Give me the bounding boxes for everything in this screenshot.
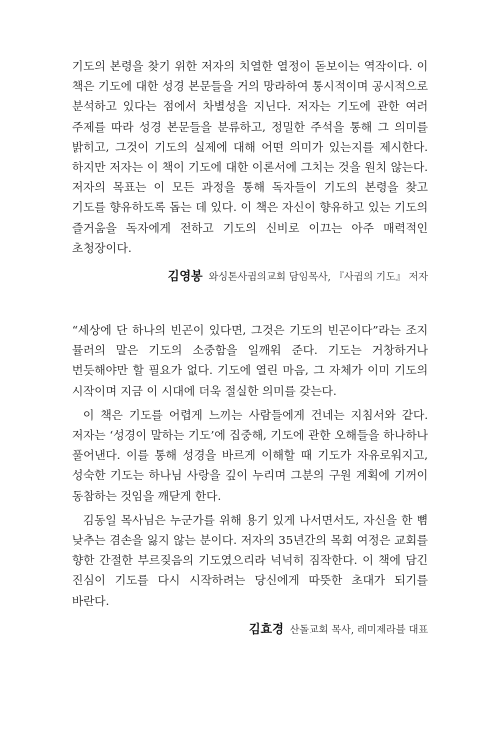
- endorser-role: 산돌교회 목사, 레미제라블 대표: [289, 624, 428, 636]
- endorsement-1-signature: [72, 268, 428, 286]
- endorsement-2-signature: [72, 621, 428, 639]
- endorsement-2-paragraph-1: “세상에 단 하나의 빈곤이 있다면, 그것은 기도의 빈곤이다”라는 조지 뮬러의 말은 기도의 소중함을 일깨워 준다. 기도는 거창하거나 번듯해야만 할 필요가 없다. 기도에 열린 마음, 그 자체가 이미 기도의 시작이며 지금 이 시대에 더욱 절실한 의미를 갖는다.: [72, 323, 428, 398]
- endorser-name: 김영봉: [167, 269, 203, 284]
- endorsement-2-paragraph-3: 김동일 목사님은 누군가를 위해 용기 있게 나서면서도, 자신을 한 뼘 낮추는 겸손을 잃지 않는 분이다. 저자의 35년간의 목회 여정은 교회를 향한 간절한 부르짖음의 기도였으리라 넉넉히 짐작한다. 이 책에 담긴 진심이 기도를 다시 시작하려는 당신에게 따뜻한 초대가 되기를 바란다.: [72, 512, 428, 608]
- endorser-role: 와싱톤사귐의교회 담임목사, 『사귐의 기도』 저자: [208, 272, 428, 284]
- endorsement-1-paragraph: 기도의 본령을 찾기 위한 저자의 치열한 열정이 돋보이는 역작이다. 이 책은 기도에 대한 성경 본문들을 거의 망라하여 통시적이며 공시적으로 분석하고 있다는 점에서 차별성을 지닌다. 저자는 기도에 관한 여러 주제를 따라 성경 본문들을 분류하고, 정밀한 주석을 통해 그 의미를 밝히고, 그것이 기도의 실제에 대해 어떤 의미가 있는지를 제시한다. 하지만 저자는 이 책이 기도에 대한 이론서에 그치는 것을 원치 않는다. 저자의 목표는 이 모든 과정을 통해 독자들이 기도의 본령을 찾고 기도를 향유하도록 돕는 데 있다. 이 책은 자신이 향유하고 있는 기도의 즐거움을 독자에게 전하고 기도의 신비로 이끄는 아주 매력적인 초청장이다.: [72, 59, 428, 255]
- endorsements-page: [72, 56, 428, 639]
- endorsement-2-paragraph-2: 이 책은 기도를 어렵게 느끼는 사람들에게 건네는 지침서와 같다. 저자는 ‘성경이 말하는 기도’에 집중해, 기도에 관한 오해들을 하나하나 풀어낸다. 이를 통해 성경을 바르게 이해할 때 기도가 자유로워지고, 성숙한 기도는 하나님 사랑을 깊이 누리며 그분의 구원 계획에 기꺼이 동참하는 것임을 깨닫게 한다.: [72, 407, 428, 503]
- endorsement-2: [72, 320, 428, 639]
- endorsement-1: [72, 56, 428, 286]
- endorser-name: 김효경: [248, 621, 284, 636]
